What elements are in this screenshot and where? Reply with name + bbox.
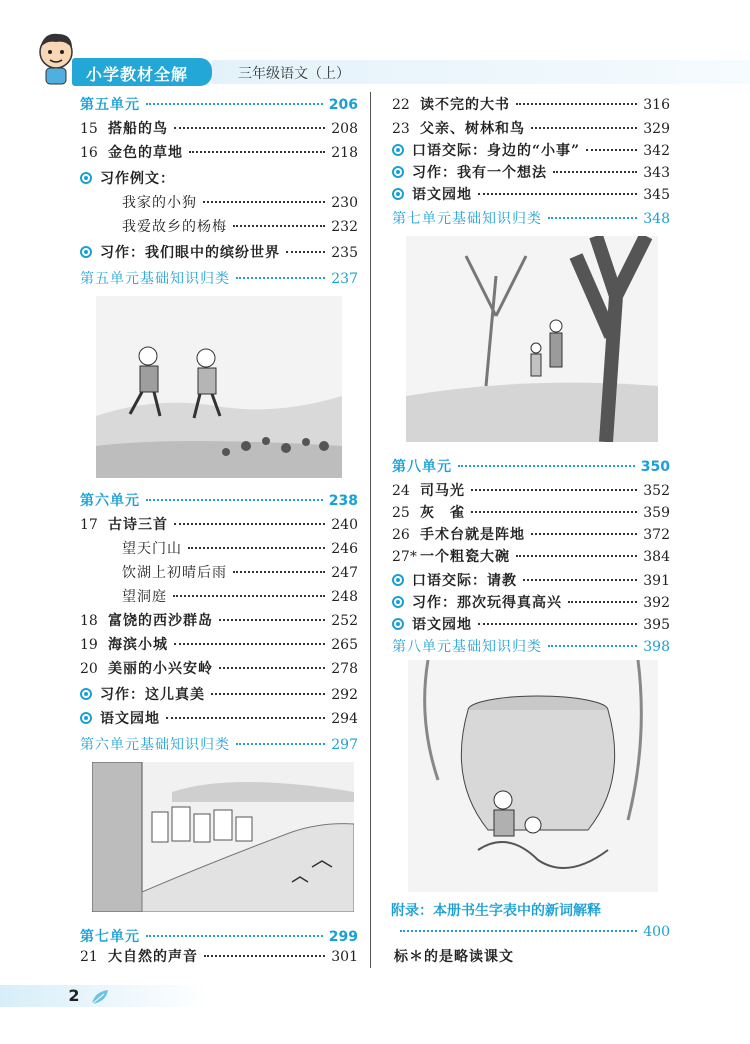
toc-entry-title: 手术台就是阵地 (420, 527, 525, 543)
toc-entry-lesson[interactable] (80, 634, 358, 654)
leader-dots (523, 579, 637, 581)
toc-entry-section[interactable] (392, 184, 670, 204)
lesson-number: 27* (392, 549, 417, 565)
toc-page-number: 342 (643, 143, 670, 159)
leader-dots (236, 743, 325, 745)
toc-entry-lesson[interactable] (80, 946, 358, 966)
toc-entry-sub[interactable] (80, 562, 358, 582)
toc-page-number: 230 (331, 195, 358, 211)
toc-entry-section[interactable] (392, 162, 670, 182)
kids-playing-illustration (96, 296, 342, 478)
toc-page-number: 278 (331, 661, 358, 677)
bullet-icon (392, 166, 404, 178)
toc-entry-title: 金色的草地 (108, 145, 183, 161)
appendix-row[interactable] (394, 924, 670, 944)
leader-dots (548, 217, 637, 219)
toc-entry-title: 第八单元 (392, 459, 452, 475)
toc-entry-unit[interactable] (80, 926, 358, 946)
toc-entry-title: 语文园地 (412, 617, 472, 633)
leader-dots (146, 499, 323, 501)
toc-page-number: 329 (643, 121, 670, 137)
toc-entry-lesson[interactable] (392, 524, 670, 544)
bullet-icon (392, 618, 404, 630)
lesson-number: 26 (392, 527, 410, 543)
toc-page-number: 372 (643, 527, 670, 543)
leader-dots (233, 225, 325, 227)
toc-entry-title: 习作：我们眼中的缤纷世界 (100, 245, 280, 261)
toc-page-number: 345 (643, 187, 670, 203)
toc-entry-title: 第七单元 (80, 929, 140, 945)
leader-dots (516, 555, 637, 557)
leader-dots (568, 601, 637, 603)
bullet-icon (80, 172, 92, 184)
toc-page-number: 392 (643, 595, 670, 611)
leader-dots (586, 149, 637, 151)
toc-entry-lesson[interactable] (80, 142, 358, 162)
toc-entry-section_nopage[interactable] (80, 168, 358, 188)
lesson-number: 17 (80, 517, 98, 533)
leader-dots (174, 523, 325, 525)
toc-entry-title: 读不完的大书 (420, 97, 510, 113)
toc-entry-section[interactable] (80, 684, 358, 704)
toc-page-number: 294 (331, 711, 358, 727)
toc-entry-sub[interactable] (80, 586, 358, 606)
toc-entry-lesson[interactable] (392, 94, 670, 114)
lesson-number: 20 (80, 661, 98, 677)
leader-dots (548, 645, 637, 647)
toc-entry-title: 一个粗瓷大碗 (420, 549, 510, 565)
toc-page-number: 292 (331, 687, 358, 703)
toc-entry-section[interactable] (80, 242, 358, 262)
toc-entry-title: 古诗三首 (108, 517, 168, 533)
toc-entry-lesson[interactable] (80, 658, 358, 678)
toc-page-number: 208 (331, 121, 358, 137)
toc-entry-title: 我爱故乡的杨梅 (122, 219, 227, 235)
toc-entry-summary[interactable] (392, 208, 670, 228)
toc-page-number: 297 (331, 737, 358, 753)
toc-page-number: 252 (331, 613, 358, 629)
page-number: 2 (68, 986, 80, 1005)
bullet-icon (392, 596, 404, 608)
leader-dots (236, 277, 325, 279)
toc-page-number: 398 (643, 639, 670, 655)
leader-dots (286, 251, 325, 253)
leader-dots (146, 103, 323, 105)
toc-entry-section[interactable] (80, 708, 358, 728)
leader-dots (174, 643, 325, 645)
toc-page-number: 299 (328, 929, 358, 945)
lesson-number: 16 (80, 145, 98, 161)
leader-dots (553, 171, 637, 173)
toc-entry-title: 第六单元基础知识归类 (80, 737, 230, 753)
toc-entry-summary[interactable] (392, 636, 670, 656)
toc-entry-title: 望洞庭 (122, 589, 167, 605)
bullet-icon (392, 574, 404, 586)
leader-dots (516, 103, 637, 105)
toc-page-number: 384 (643, 549, 670, 565)
toc-page-number: 246 (331, 541, 358, 557)
toc-page-number: 235 (331, 245, 358, 261)
leader-dots (203, 201, 325, 203)
bullet-icon (80, 246, 92, 258)
toc-entry-title: 第五单元 (80, 97, 140, 113)
toc-entry-title: 司马光 (420, 483, 465, 499)
footnote: 标＊的是略读课文 (394, 949, 514, 965)
toc-entry-sub[interactable] (80, 216, 358, 236)
toc-entry-title: 第六单元 (80, 493, 140, 509)
leader-dots (400, 930, 637, 932)
toc-entry-unit[interactable] (80, 490, 358, 510)
toc-entry-title: 饮湖上初晴后雨 (122, 565, 227, 581)
sima-guang-vat-illustration (408, 660, 658, 892)
toc-entry-title: 搭船的鸟 (108, 121, 168, 137)
toc-page-number: 238 (328, 493, 358, 509)
toc-entry-title: 望天门山 (122, 541, 182, 557)
bullet-icon (80, 712, 92, 724)
toc-page-number: 343 (643, 165, 670, 181)
toc-page-number: 265 (331, 637, 358, 653)
lesson-number: 18 (80, 613, 98, 629)
toc-entry-title: 习作：我有一个想法 (412, 165, 547, 181)
toc-page-number: 247 (331, 565, 358, 581)
leader-dots (478, 193, 637, 195)
toc-entry-lesson[interactable] (392, 546, 670, 566)
toc-page-number: 359 (643, 505, 670, 521)
leader-dots (189, 151, 325, 153)
leader-dots (478, 623, 637, 625)
toc-entry-unit[interactable] (80, 94, 358, 114)
toc-page-number: 248 (331, 589, 358, 605)
lesson-number: 24 (392, 483, 410, 499)
leader-dots (471, 511, 637, 513)
toc-entry-title: 习作：这儿真美 (100, 687, 205, 703)
column-divider (370, 92, 371, 968)
toc-entry-title: 海滨小城 (108, 637, 168, 653)
toc-entry-lesson[interactable] (80, 514, 358, 534)
toc-entry-section[interactable] (392, 614, 670, 634)
toc-page-number: 206 (328, 97, 358, 113)
toc-entry-title: 习作：那次玩得真高兴 (412, 595, 562, 611)
toc-entry-lesson[interactable] (80, 118, 358, 138)
toc-page-number: 395 (643, 617, 670, 633)
toc-entry-lesson[interactable] (392, 502, 670, 522)
toc-page-number: 232 (331, 219, 358, 235)
leader-dots (531, 127, 637, 129)
seaside-town-illustration (92, 762, 354, 912)
toc-entry-title: 大自然的声音 (108, 949, 198, 965)
toc-entry-title: 灰 雀 (420, 505, 465, 521)
toc-entry-title: 我家的小狗 (122, 195, 197, 211)
toc-entry-title: 第七单元基础知识归类 (392, 211, 542, 227)
toc-entry-section[interactable] (392, 570, 670, 590)
leader-dots (233, 571, 325, 573)
toc-entry-title: 口语交际：身边的“小事” (412, 143, 581, 159)
bullet-icon (80, 688, 92, 700)
leader-dots (211, 693, 325, 695)
leader-dots (188, 547, 325, 549)
leader-dots (458, 465, 635, 467)
lesson-number: 15 (80, 121, 98, 137)
bullet-icon (392, 188, 404, 200)
toc-entry-title: 富饶的西沙群岛 (108, 613, 213, 629)
appendix-title: 附录：本册书生字表中的新词解释 (391, 903, 601, 919)
toc-page-number: 350 (640, 459, 670, 475)
leader-dots (471, 489, 637, 491)
toc-page-number: 391 (643, 573, 670, 589)
toc-entry-lesson[interactable] (392, 480, 670, 500)
lesson-number: 21 (80, 949, 98, 965)
toc-page-number: 301 (331, 949, 358, 965)
toc-entry-title: 第五单元基础知识归类 (80, 271, 230, 287)
leaf-icon (90, 988, 112, 1006)
lesson-number: 23 (392, 121, 410, 137)
toc-entry-title: 语文园地 (412, 187, 472, 203)
toc-entry-section[interactable] (392, 592, 670, 612)
toc-page-number: 352 (643, 483, 670, 499)
bullet-icon (392, 144, 404, 156)
leader-dots (166, 717, 325, 719)
toc-entry-lesson[interactable] (80, 610, 358, 630)
toc-entry-lesson[interactable] (392, 118, 670, 138)
toc-entry-sub[interactable] (80, 538, 358, 558)
toc-entry-summary[interactable] (80, 734, 358, 754)
lesson-number: 22 (392, 97, 410, 113)
toc-page-number: 400 (643, 924, 670, 940)
leader-dots (173, 595, 325, 597)
toc-entry-title: 父亲、树林和鸟 (420, 121, 525, 137)
brand-title: 小学教材全解 (86, 65, 189, 84)
leader-dots (219, 667, 325, 669)
toc-entry-title: 习作例文： (100, 171, 175, 187)
leader-dots (219, 619, 325, 621)
book-title: 三年级语文（上） (238, 66, 350, 82)
leader-dots (204, 955, 325, 957)
toc-page-number: 316 (643, 97, 670, 113)
leader-dots (174, 127, 325, 129)
page-header (0, 0, 750, 90)
toc-page-number: 218 (331, 145, 358, 161)
toc-page-number: 237 (331, 271, 358, 287)
lesson-number: 25 (392, 505, 410, 521)
toc-entry-title: 第八单元基础知识归类 (392, 639, 542, 655)
lesson-number: 19 (80, 637, 98, 653)
leader-dots (146, 935, 323, 937)
toc-entry-sub[interactable] (80, 192, 358, 212)
trees-father-illustration (406, 236, 658, 442)
toc-entry-summary[interactable] (80, 268, 358, 288)
toc-entry-title: 语文园地 (100, 711, 160, 727)
toc-entry-title: 美丽的小兴安岭 (108, 661, 213, 677)
toc-page-number: 348 (643, 211, 670, 227)
leader-dots (531, 533, 637, 535)
toc-entry-section[interactable] (392, 140, 670, 160)
toc-entry-unit[interactable] (392, 456, 670, 476)
toc-page-number: 240 (331, 517, 358, 533)
toc-entry-title: 口语交际：请教 (412, 573, 517, 589)
